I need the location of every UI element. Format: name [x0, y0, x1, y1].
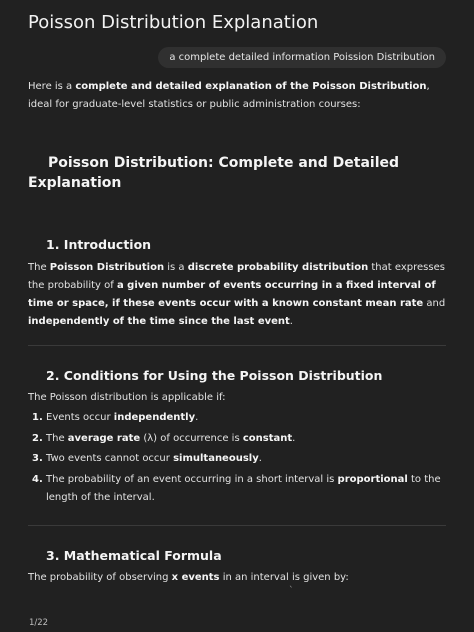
page-number: 1/22 [29, 618, 49, 628]
section-divider [28, 345, 446, 346]
section-divider [28, 525, 446, 526]
conditions-lead: The Poisson distribution is applicable if: [28, 392, 226, 403]
list-item: 2. The average rate (λ) of occurrence is constant. [32, 432, 296, 444]
formula-partial-glyph: ` [289, 586, 294, 596]
user-message-bubble: a complete detailed information Poission Distribution [158, 47, 446, 68]
formula-paragraph: The probability of observing x events in an interval is given by: [28, 572, 349, 583]
section-heading-introduction: 1. Introduction [46, 237, 152, 252]
list-item: 4. The probability of an event occurring in a short interval is proportional to the length of the interval. [32, 473, 441, 503]
main-heading: Poisson Distribution: Complete and Detailed Explanation [28, 155, 400, 191]
conditions-list [28, 409, 448, 509]
list-item: 3. Two events cannot occur simultaneously. [32, 453, 262, 464]
section-heading-conditions: 2. Conditions for Using the Poisson Distribution [46, 368, 383, 383]
page-title: Poisson Distribution Explanation [28, 12, 319, 33]
section-heading-formula: 3. Mathematical Formula [46, 548, 222, 563]
intro-paragraph: Here is a complete and detailed explanation of the Poisson Distribution, ideal for graduate-level statistics or public administration courses: [28, 81, 430, 110]
list-item: 1. Events occur independently. [32, 412, 199, 423]
introduction-paragraph: The Poisson Distribution is a discrete probability distribution that expresses the probability of a given number of events occurring in a fixed interval of time or space, if these events occur with a known constant mean rate and independently of the time since the last event. [28, 262, 446, 327]
